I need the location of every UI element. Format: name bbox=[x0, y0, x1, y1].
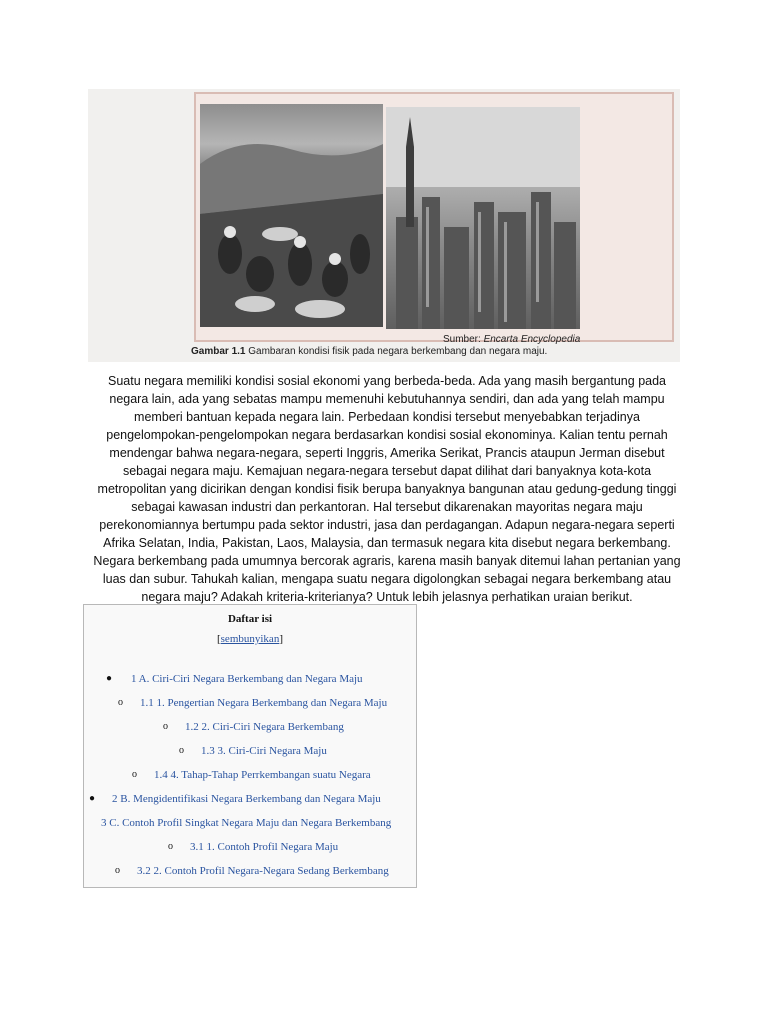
rural-farming-photo bbox=[200, 104, 383, 327]
toc-toggle: [sembunyikan] bbox=[216, 633, 283, 645]
bullet-icon: o bbox=[179, 745, 184, 756]
bullet-icon: o bbox=[163, 721, 168, 732]
toc-link-2[interactable]: 2 B. Mengidentifikasi Negara Berkembang dan Negara Maju bbox=[112, 793, 381, 805]
toc-link-3-1[interactable]: 3.1 1. Contoh Profil Negara Maju bbox=[190, 841, 339, 853]
toc-link-3-2[interactable]: 3.2 2. Contoh Profil Negara-Negara Sedang Berkembang bbox=[137, 865, 389, 877]
toc-link-1-2[interactable]: 1.2 2. Ciri-Ciri Negara Berkembang bbox=[185, 721, 344, 733]
table-of-contents bbox=[83, 604, 417, 888]
figure-image bbox=[88, 89, 680, 362]
bullet-icon: o bbox=[132, 769, 137, 780]
caption-label: Gambar 1.1 bbox=[191, 346, 246, 357]
city-skyline-photo bbox=[386, 107, 580, 329]
toc-link-1[interactable]: 1 A. Ciri-Ciri Negara Berkembang dan Negara Maju bbox=[131, 673, 363, 685]
caption-text: Gambaran kondisi fisik pada negara berkembang dan negara maju. bbox=[248, 346, 548, 357]
bullet-icon: o bbox=[115, 865, 120, 876]
intro-paragraph: Suatu negara memiliki kondisi sosial ekonomi yang berbeda-beda. Ada yang masih bergantung pada negara lain, ada yang sebatas mampu memenuhi kebutuhannya sendiri, dan ada yang telah mampu memberi bantuan kepada negara lain. Perbedaan kondisi tersebut menyebabkan terjadinya pengelompokan-pengelompokan negara berdasarkan kondisi sosial ekonominya. Kalian tentu pernah mendengar bahwa negara-negara, seperti Inggris, Amerika Serikat, Prancis ataupun Jerman disebut sebagai negara maju. Kemajuan negara-negara tersebut dapat dilihat dari banyaknya kota-kota metropolitan yang dicirikan dengan kondisi fisik berupa banyaknya bangunan atau gedung-gedung tinggi sebagai kawasan industri dan perkantoran. Hal tersebut dikarenakan mayoritas negara maju perekonomiannya bertumpu pada sektor industri, jasa dan perdagangan. Adapun negara-negara seperti Afrika Selatan, India, Pakistan, Laos, Malaysia, dan termasuk negara kita disebut negara berkembang. Negara berkembang pada umumnya bercorak agraris, karena masih banyak ditemui lahan pertanian yang luas dan subur. Tahukah kalian, mengapa suatu negara digolongkan sebagai negara berkembang atau negara maju? Adakah kriteria-kriterianya? Untuk lebih jelasnya perhatikan uraian berikut. bbox=[93, 374, 681, 604]
bullet-icon: o bbox=[118, 697, 123, 708]
toc-link-1-4[interactable]: 1.4 4. Tahap-Tahap Perrkembangan suatu Negara bbox=[154, 769, 371, 781]
toc-link-1-3[interactable]: 1.3 3. Ciri-Ciri Negara Maju bbox=[201, 745, 327, 757]
bullet-icon: ● bbox=[106, 673, 113, 684]
image-source: Sumber: Encarta Encyclopedia bbox=[443, 334, 581, 345]
figure-caption bbox=[191, 346, 547, 357]
toc-link-1-1[interactable]: 1.1 1. Pengertian Negara Berkembang dan Negara Maju bbox=[140, 697, 388, 709]
toc-link-3[interactable]: 3 C. Contoh Profil Singkat Negara Maju dan Negara Berkembang bbox=[101, 817, 392, 829]
bullet-icon: ● bbox=[89, 793, 96, 804]
hide-toc-link[interactable]: sembunyikan bbox=[220, 633, 280, 645]
bullet-icon: o bbox=[168, 841, 173, 852]
toc-title: Daftar isi bbox=[227, 613, 273, 625]
